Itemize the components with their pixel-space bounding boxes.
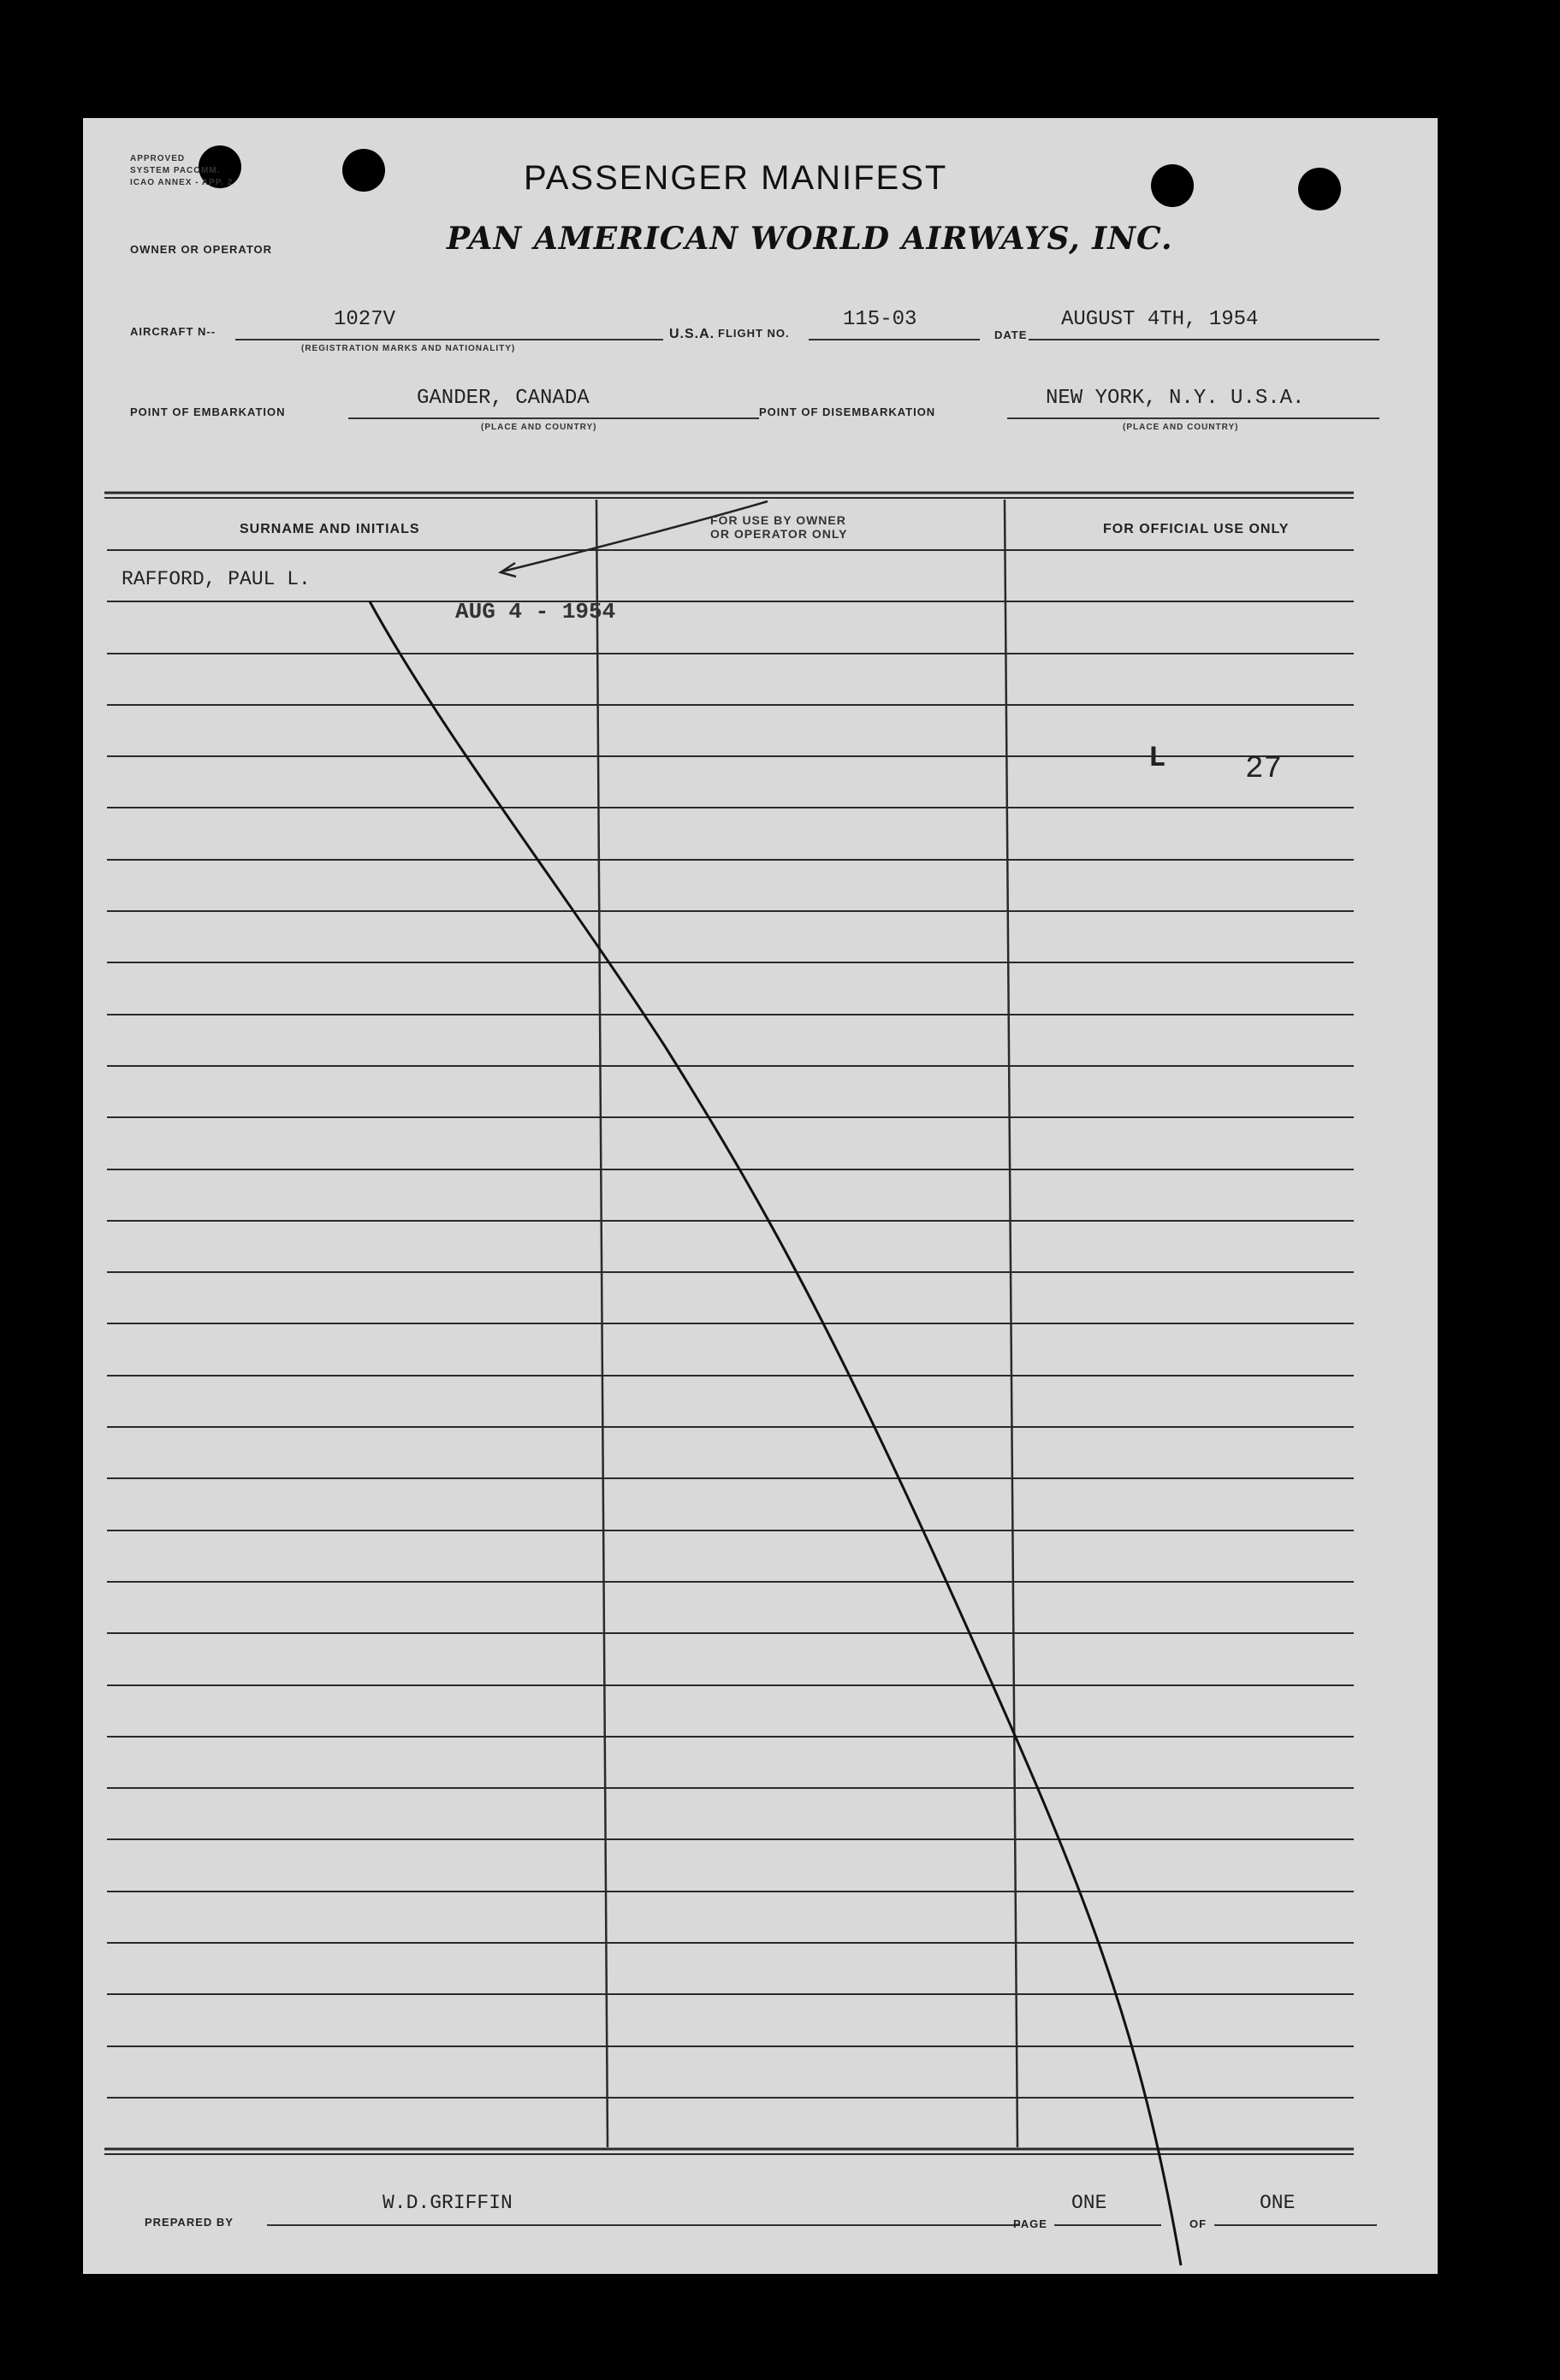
column-header-owner-use-2: OR OPERATOR ONLY [710,527,848,541]
flight-number: 115-03 [843,308,917,331]
official-mark-number: 27 [1245,751,1283,786]
grid-lines [104,493,1354,2154]
page-label: PAGE [1013,2217,1047,2230]
page-line [1054,2224,1161,2226]
operator-name: PAN AMERICAN WORLD AIRWAYS, INC. [447,221,1173,257]
owner-label: OWNER OR OPERATOR [130,243,273,256]
aircraft-number: 1027V [334,308,396,331]
column-header-surname: SURNAME AND INITIALS [240,522,420,536]
official-mark-letter: L [1148,743,1166,775]
date-label: DATE [994,329,1028,341]
form-approval-line-1: APPROVED [130,154,186,163]
embarkation-caption: (PLACE AND COUNTRY) [481,423,597,432]
flight-date: AUGUST 4TH, 1954 [1061,308,1259,331]
form-approval-line-2: SYSTEM PACOMM. [130,166,221,175]
prepared-by-line [267,2224,1020,2226]
page-title: PASSENGER MANIFEST [524,159,948,197]
disembarkation-caption: (PLACE AND COUNTRY) [1123,423,1239,432]
prepared-by-label: PREPARED BY [145,2216,234,2229]
of-label: OF [1189,2217,1207,2230]
column-header-official-use: FOR OFFICIAL USE ONLY [1103,522,1290,536]
aircraft-label: AIRCRAFT N-- [130,325,217,338]
of-line [1214,2224,1377,2226]
page-number: ONE [1071,2192,1107,2214]
disembarkation-label: POINT OF DISEMBARKATION [759,406,936,418]
form-approval-line-3: ICAO ANNEX - APP. 2 [130,178,234,187]
column-header-owner-use-1: FOR USE BY OWNER [710,513,846,527]
usa-label: U.S.A. [669,327,715,341]
received-date-stamp: AUG 4 - 1954 [455,599,616,625]
passenger-row-1: RAFFORD, PAUL L. [122,568,311,590]
cancel-stroke [370,601,1181,2265]
flight-label: FLIGHT NO. [718,327,790,340]
total-pages: ONE [1260,2192,1296,2214]
embarkation-place: GANDER, CANADA [417,387,590,410]
manifest-grid [83,118,1438,2274]
registration-caption: (REGISTRATION MARKS AND NATIONALITY) [301,344,516,353]
disembarkation-place: NEW YORK, N.Y. U.S.A. [1046,387,1305,410]
prepared-by-name: W.D.GRIFFIN [383,2192,513,2214]
embarkation-label: POINT OF EMBARKATION [130,406,286,418]
manifest-sheet [83,118,1438,2274]
